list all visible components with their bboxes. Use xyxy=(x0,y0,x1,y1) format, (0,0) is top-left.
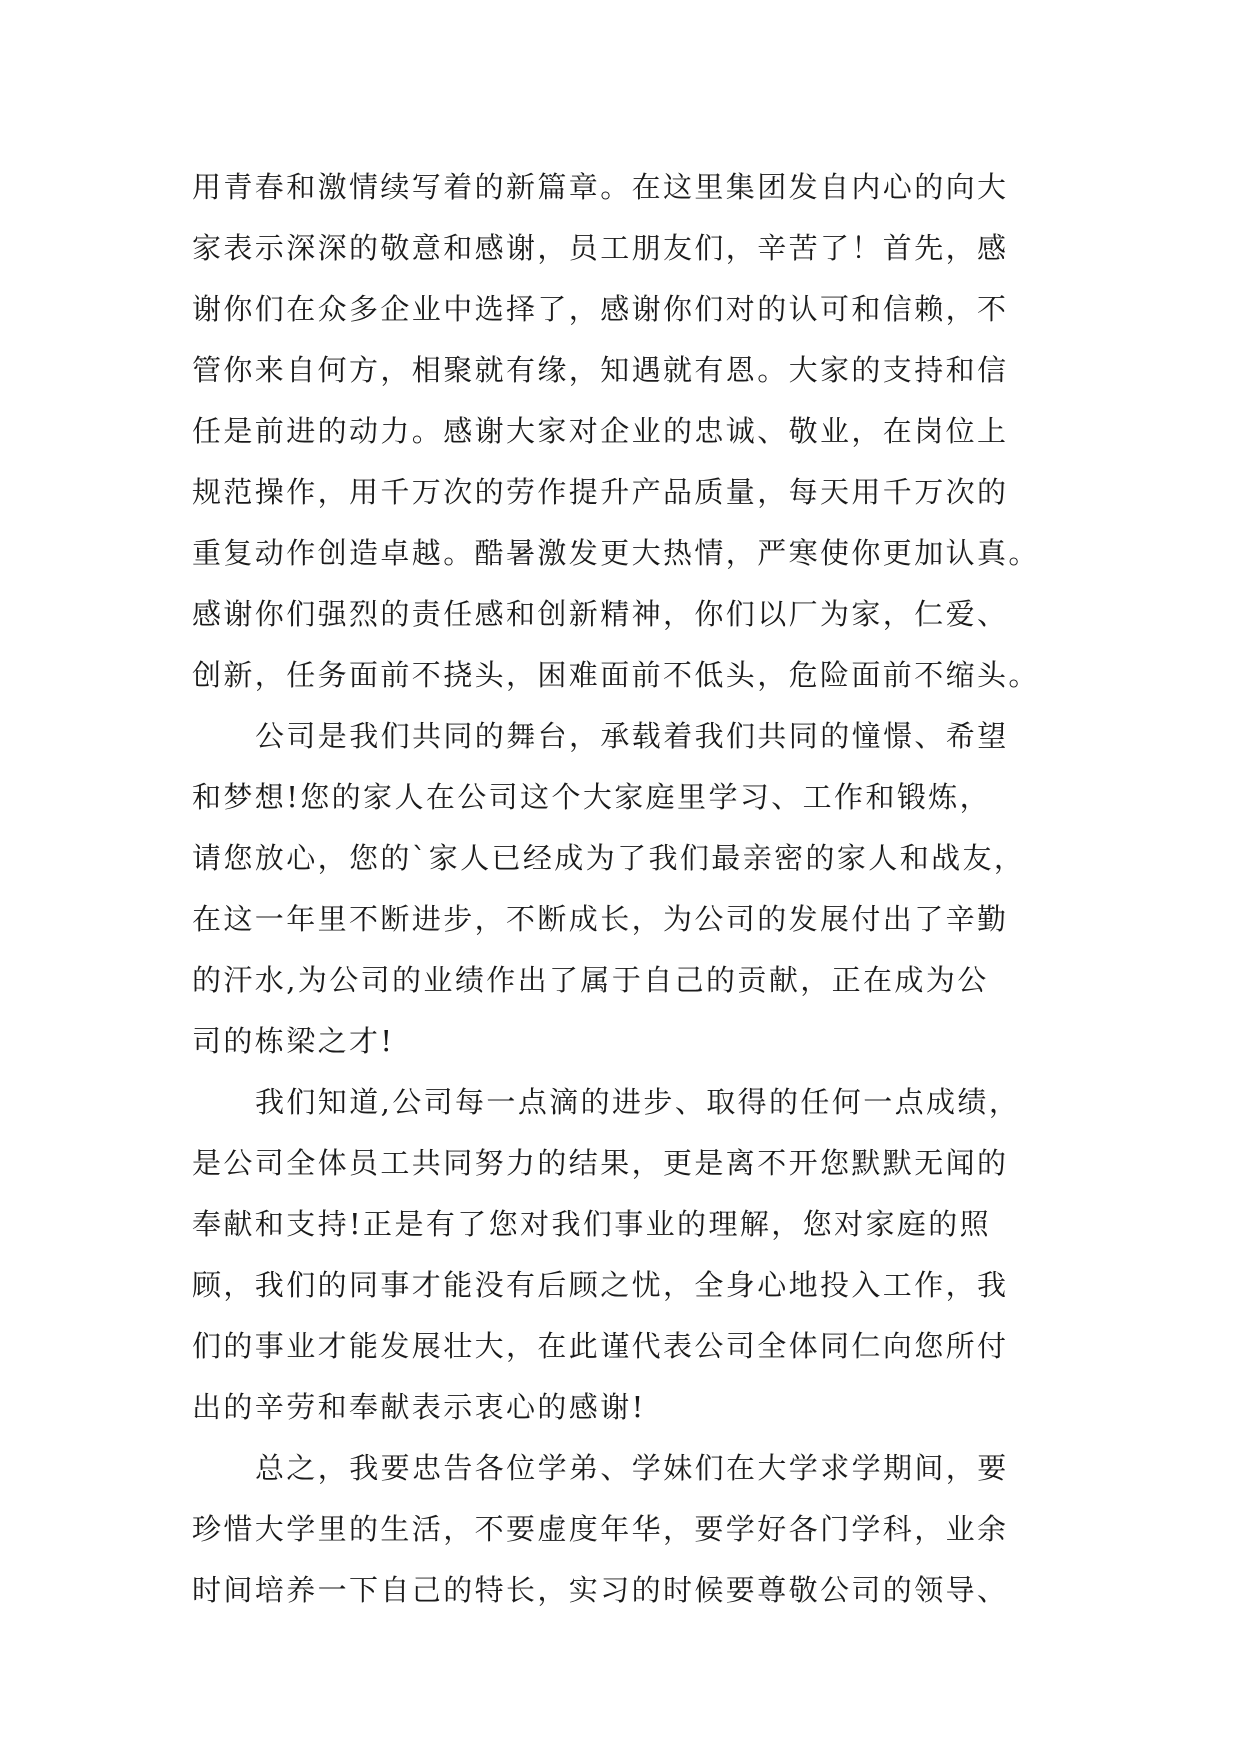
text-line: 我们知道,公司每一点滴的进步、取得的任何一点成绩， xyxy=(255,1085,1021,1119)
text-line: 任是前进的动力。感谢大家对企业的忠诚、敬业，在岗位上 xyxy=(192,414,1009,448)
text-line: 谢你们在众多企业中选择了，感谢你们对的认可和信赖，不 xyxy=(192,292,1009,326)
text-line: 奉献和支持!正是有了您对我们事业的理解，您对家庭的照 xyxy=(192,1207,992,1241)
text-line: 司的栋梁之才! xyxy=(192,1024,395,1058)
text-line: 公司是我们共同的舞台，承载着我们共同的憧憬、希望 xyxy=(255,719,1009,753)
text-line: 请您放心，您的`家人已经成为了我们最亲密的家人和战友， xyxy=(192,841,1026,875)
text-line: 们的事业才能发展壮大，在此谨代表公司全体同仁向您所付 xyxy=(192,1329,1009,1363)
text-line: 感谢你们强烈的责任感和创新精神，你们以厂为家，仁爱、 xyxy=(192,597,1009,631)
text-line: 出的辛劳和奉献表示衷心的感谢! xyxy=(192,1390,646,1424)
body-text xyxy=(192,157,1072,1621)
text-line: 的汗水,为公司的业绩作出了属于自己的贡献，正在成为公 xyxy=(192,963,989,997)
text-line: 用青春和激情续写着的新篇章。在这里集团发自内心的向大 xyxy=(192,170,1009,204)
text-line: 是公司全体员工共同努力的结果，更是离不开您默默无闻的 xyxy=(192,1146,1009,1180)
text-line: 重复动作创造卓越。酷暑激发更大热情，严寒使你更加认真。 xyxy=(192,536,1040,570)
text-line: 在这一年里不断进步，不断成长，为公司的发展付出了辛勤 xyxy=(192,902,1009,936)
text-line: 创新，任务面前不挠头，困难面前不低头，危险面前不缩头。 xyxy=(192,658,1040,692)
text-line: 和梦想!您的家人在公司这个大家庭里学习、工作和锻炼， xyxy=(192,780,992,814)
text-line: 管你来自何方，相聚就有缘，知遇就有恩。大家的支持和信 xyxy=(192,353,1009,387)
text-line: 珍惜大学里的生活，不要虚度年华，要学好各门学科，业余 xyxy=(192,1512,1009,1546)
text-line: 家表示深深的敬意和感谢，员工朋友们，辛苦了！首先，感 xyxy=(192,231,1009,265)
text-line: 规范操作，用千万次的劳作提升产品质量，每天用千万次的 xyxy=(192,475,1009,509)
text-line: 顾，我们的同事才能没有后顾之忧，全身心地投入工作，我 xyxy=(192,1268,1009,1302)
text-line: 总之，我要忠告各位学弟、学妹们在大学求学期间，要 xyxy=(255,1451,1009,1485)
text-line: 时间培养一下自己的特长，实习的时候要尊敬公司的领导、 xyxy=(192,1573,1009,1607)
